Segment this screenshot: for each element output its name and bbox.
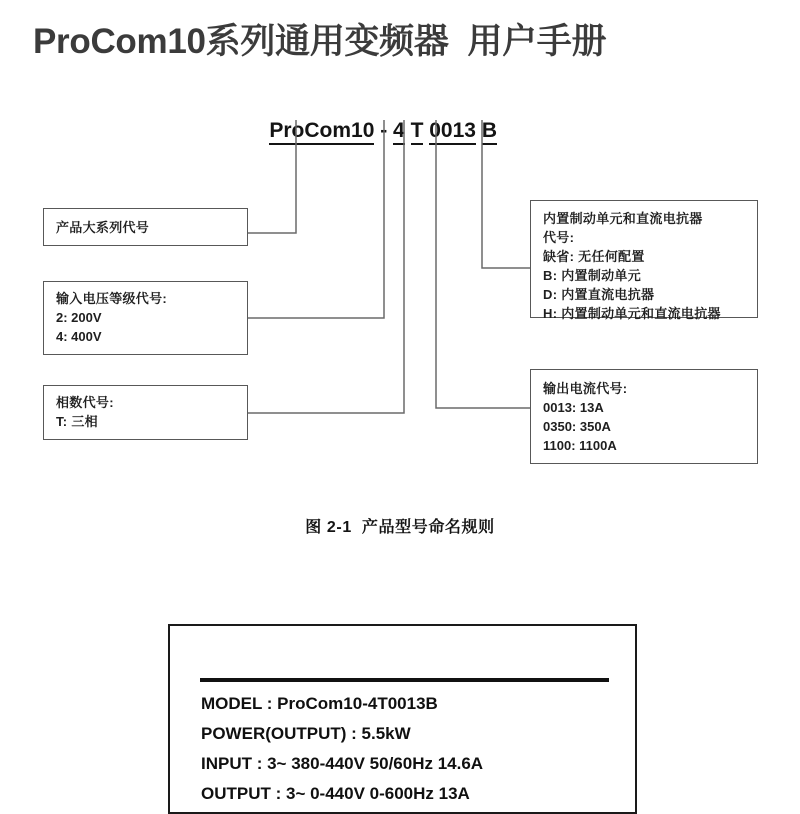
callout-builtin-options-line-6: H: 内置制动单元和直流电抗器 [543, 306, 721, 321]
page-title: ProCom10系列通用变频器 用户手册 [33, 22, 607, 61]
callout-product-series [43, 208, 248, 246]
callout-output-current-line-2: 0013: 13A [543, 400, 604, 415]
callout-builtin-options-line-4: B: 内置制动单元 [543, 268, 642, 283]
callout-output-current-line-3: 0350: 350A [543, 419, 611, 434]
nameplate-diagram [168, 624, 637, 814]
model-code-sep-2 [405, 119, 411, 142]
model-code-builtin: B [482, 119, 497, 145]
nameplate-model: MODEL : ProCom10-4T0013B [201, 694, 438, 713]
callout-builtin-options-line-3: 缺省: 无任何配置 [543, 249, 645, 264]
model-code-current: 0013 [429, 119, 476, 145]
callout-input-voltage-line-1: 输入电压等级代号: [56, 291, 168, 306]
callout-input-voltage-line-2: 2: 200V [56, 310, 102, 325]
model-code-label [246, 92, 497, 170]
nameplate-spec-list [201, 689, 625, 809]
model-code-voltage: 4 [393, 119, 405, 145]
nameplate-input: INPUT : 3~ 380-440V 50/60Hz 14.6A [201, 754, 484, 773]
callout-input-voltage-line-3: 4: 400V [56, 329, 102, 344]
callout-builtin-options-line-1: 内置制动单元和直流电抗器 [543, 211, 703, 226]
callout-builtin-options-line-2: 代号: [543, 230, 575, 245]
nameplate-output: OUTPUT : 3~ 0-440V 0-600Hz 13A [201, 784, 470, 803]
nameplate-power: POWER(OUTPUT) : 5.5kW [201, 724, 411, 743]
callout-phase-code [43, 385, 248, 440]
model-code-phase: T [411, 119, 424, 145]
model-code-sep-1: - [374, 119, 394, 142]
callout-phase-code-line-2: T: 三相 [56, 414, 98, 429]
model-code-series: ProCom10 [269, 119, 374, 145]
callout-builtin-options-line-5: D: 内置直流电抗器 [543, 287, 655, 302]
callout-phase-code-line-1: 相数代号: [56, 395, 114, 410]
callout-input-voltage [43, 281, 248, 355]
callout-product-series-line-1: 产品大系列代号 [56, 220, 150, 235]
callout-output-current-line-4: 1100: 1100A [543, 438, 617, 453]
callout-output-current-line-1: 输出电流代号: [543, 381, 628, 396]
callout-output-current [530, 369, 758, 464]
model-code-sep-4 [476, 119, 482, 142]
callout-builtin-options [530, 200, 758, 321]
figure-caption: 图 2-1 产品型号命名规则 [305, 519, 495, 536]
nameplate-divider [200, 678, 609, 682]
